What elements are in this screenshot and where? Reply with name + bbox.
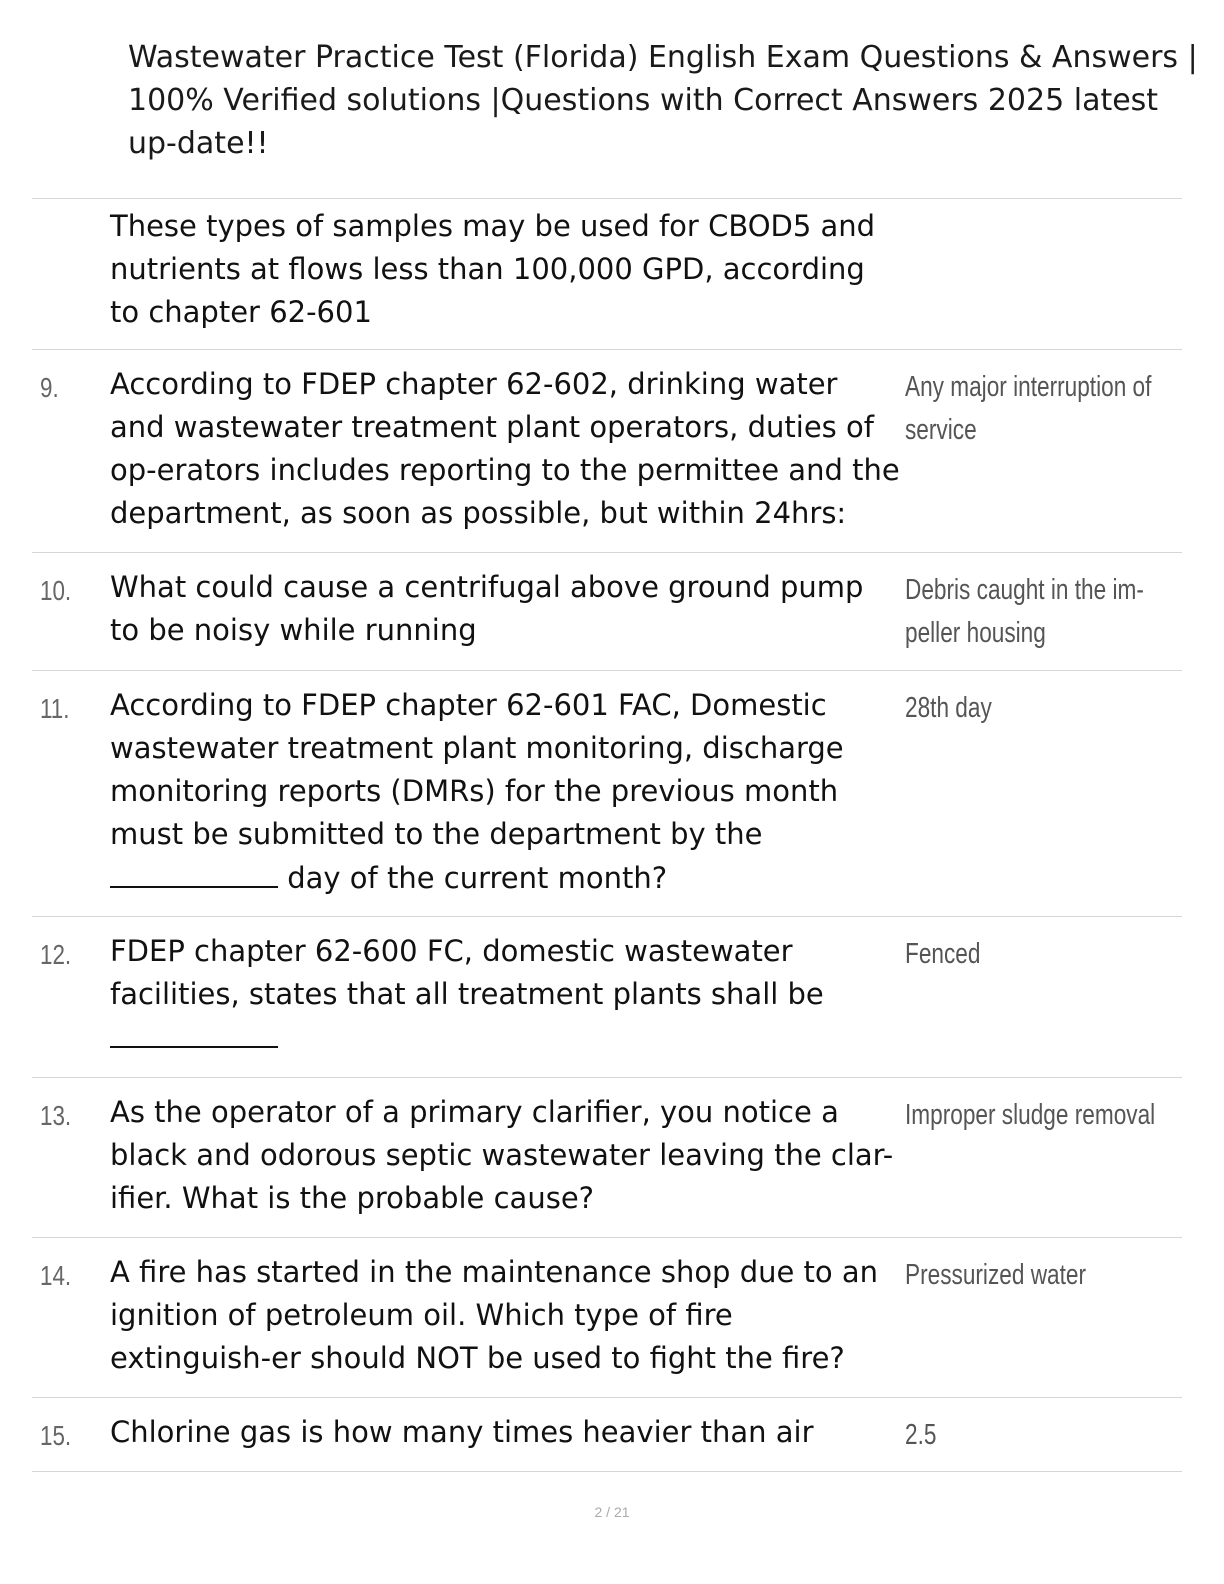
question-number: 14. — [40, 1260, 72, 1291]
qa-row — [32, 1077, 1182, 1237]
question-text: What could cause a centrifugal above ground pump to be noisy while running — [110, 570, 864, 647]
answer-blank — [110, 856, 278, 888]
qa-row — [32, 552, 1182, 670]
question-text — [110, 684, 900, 900]
question-text: According to FDEP chapter 62-602, drinking water and wastewater treatment plant operators, duties of op-erators includes reporting to the permittee and the department, as soon as possible, but within 24hrs: — [110, 367, 900, 530]
question-text-part: According to FDEP chapter 62-601 FAC, Domestic wastewater treatment plant monitoring, discharge monitoring reports (DMRs) for the previous month must be submitted to the department by the — [110, 688, 844, 851]
answer-text: Debris caught in the im-peller housing — [905, 574, 1144, 649]
answer-text: Improper sludge removal — [905, 1099, 1156, 1131]
question-text — [110, 930, 900, 1060]
qa-row — [32, 198, 1182, 349]
qa-row — [32, 916, 1182, 1077]
question-text: A fire has started in the maintenance shop due to an ignition of petroleum oil. Which type of fire extinguish-er should NOT be used to fight the fire? — [110, 1255, 879, 1375]
document-title: Wastewater Practice Test (Florida) English Exam Questions & Answers | 100% Verified solutions |Questions with Correct Answers 2025 latest up-date!! — [128, 40, 1198, 161]
question-text: Chlorine gas is how many times heavier than air — [110, 1415, 814, 1449]
qa-table — [32, 198, 1182, 1472]
question-number: 9. — [40, 372, 59, 403]
answer-text: Pressurized water — [905, 1259, 1087, 1291]
page-number: 2 / 21 — [594, 1504, 630, 1520]
question-number: 10. — [40, 575, 72, 606]
answer-text: 2.5 — [905, 1419, 937, 1451]
question-number: 13. — [40, 1100, 72, 1131]
question-text-part: FDEP chapter 62-600 FC, domestic wastewater facilities, states that all treatment plants shall be — [110, 934, 824, 1011]
question-text-part: day of the current month? — [287, 861, 668, 895]
question-text: As the operator of a primary clarifier, you notice a black and odorous septic wastewater leaving the clar-ifier. What is the probable cause? — [110, 1095, 894, 1215]
qa-row — [32, 349, 1182, 552]
question-text: These types of samples may be used for CBOD5 and nutrients at flows less than 100,000 GPD, according to chapter 62-601 — [110, 209, 876, 329]
answer-blank — [110, 1016, 278, 1048]
qa-row — [32, 1397, 1182, 1472]
question-number: 11. — [40, 693, 70, 724]
answer-text: Fenced — [905, 938, 981, 970]
answer-text: 28th day — [905, 692, 992, 724]
question-number: 12. — [40, 939, 72, 970]
qa-row — [32, 1237, 1182, 1397]
answer-text: Any major interruption of service — [905, 371, 1152, 446]
qa-row — [32, 670, 1182, 916]
question-number: 15. — [40, 1420, 72, 1451]
